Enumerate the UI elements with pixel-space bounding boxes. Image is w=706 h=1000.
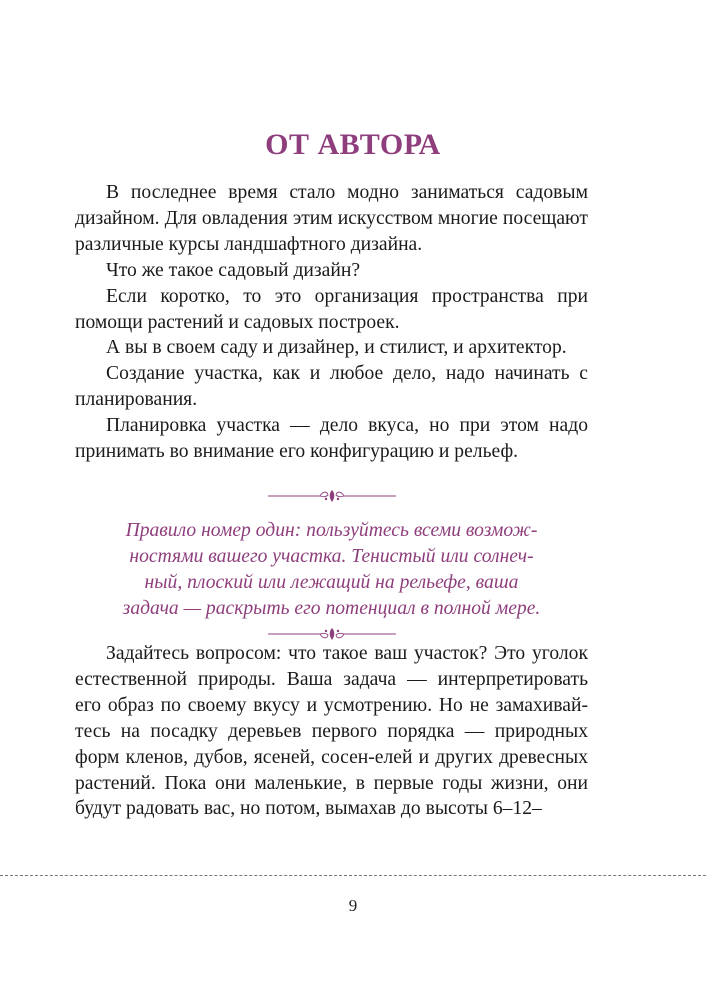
paragraph: А вы в своем саду и дизайнер, и стилист, и архитектор.	[106, 337, 567, 359]
quote-line: ностями вашего участка. Тенистый или солнеч-	[129, 546, 534, 567]
paragraph: Создание участка, как и любое дело, надо начинать с планирования.	[75, 363, 588, 411]
paragraph: Если коротко, то это организация пространства при помощи растений и садовых построек.	[75, 285, 588, 333]
page-title: ОТ АВТОРА	[265, 128, 441, 161]
page-divider	[0, 875, 706, 876]
page-number: 9	[348, 896, 358, 915]
flourish-divider-icon	[268, 489, 396, 503]
paragraph: Что же такое садовый дизайн?	[106, 259, 361, 281]
quote-line: Правило номер один: пользуйтесь всеми возмож-	[125, 520, 538, 541]
quote-line: задача — раскрыть его потенциал в полной мере.	[122, 598, 541, 619]
paragraph: Планировка участка — дело вкуса, но при этом надо принимать во внимание его конфигурацию и рельеф.	[75, 415, 588, 463]
flourish-divider-icon	[268, 627, 396, 641]
quote-line: ный, плоский или лежащий на рельефе, ваша	[144, 572, 519, 593]
main-text	[75, 641, 588, 822]
paragraph: Задайтесь вопросом: что такое ваш участок? Это уголок естественной природы. Ваша задача — интерпретировать его образ по своему вкусу и усмотрению. Но не замахивайтесь на посадку деревьев первого порядка — природных форм кленов, дубов, ясеней, сосен-елей и других древесных растений. Пока они маленькие, в первые годы жизни, они будут радовать вас, но потом, вымахав до высоты 6–12–	[75, 643, 588, 820]
intro-text	[75, 180, 588, 465]
highlight-quote	[95, 518, 568, 622]
paragraph: В последнее время стало модно заниматься садовым дизайном. Для овладения этим искусством многие посещают различные курсы ландшафтного дизайна.	[75, 182, 588, 255]
